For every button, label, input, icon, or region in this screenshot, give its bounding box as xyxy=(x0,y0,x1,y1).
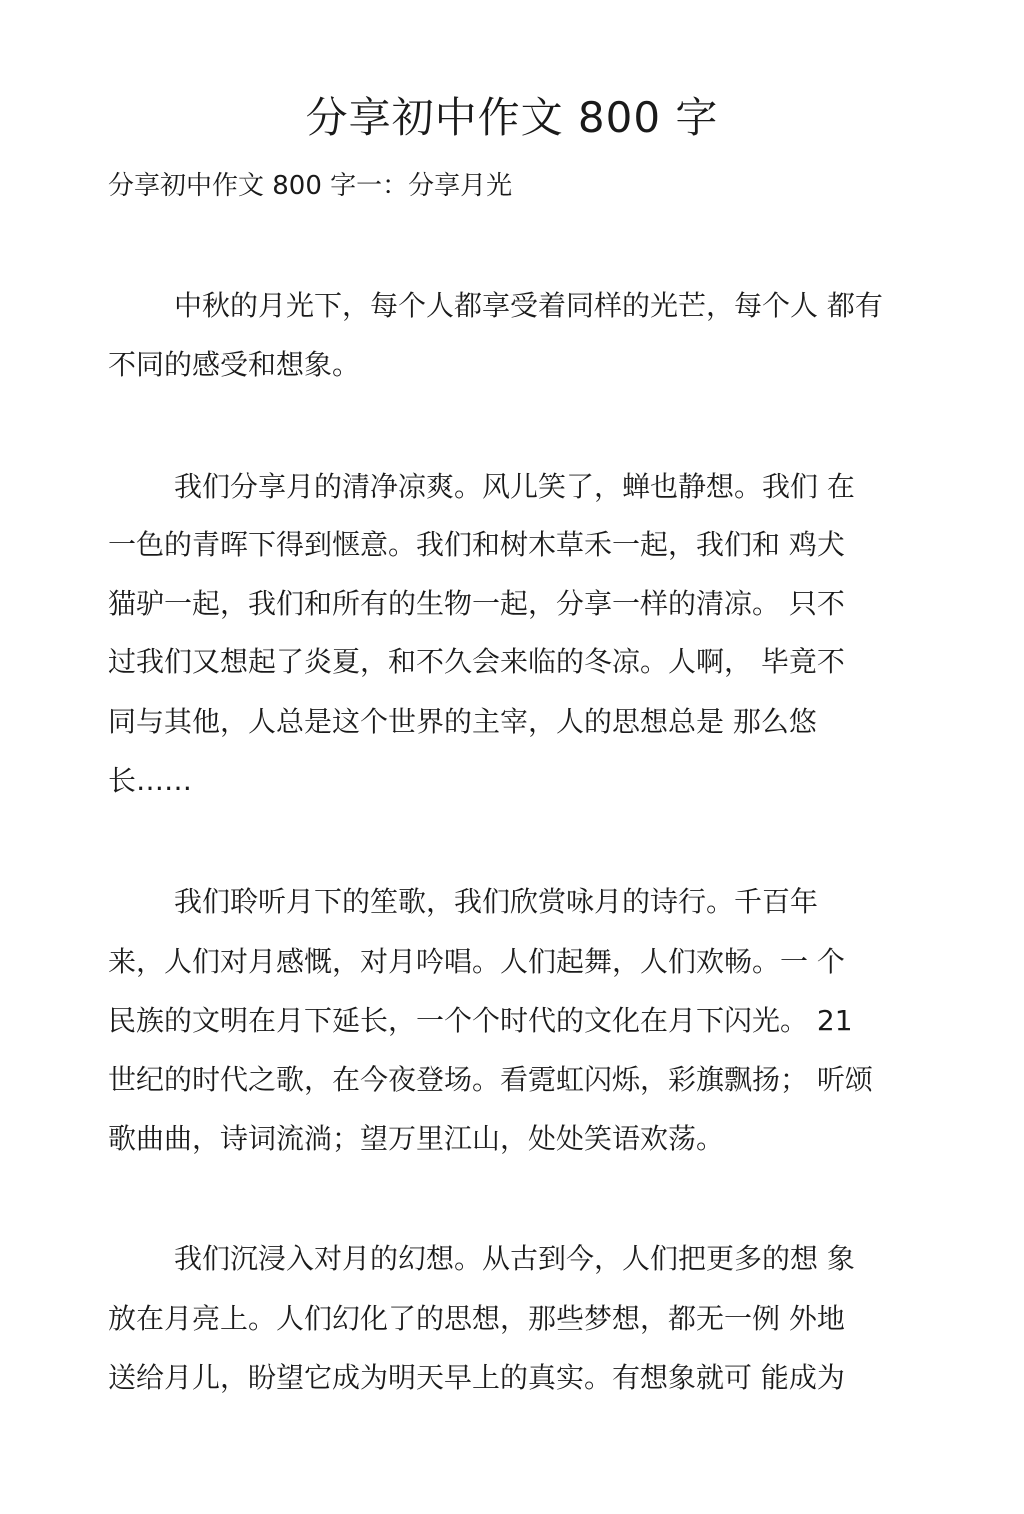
article-subtitle: 分享初中作文 800 字一：分享月光 xyxy=(108,171,513,201)
paragraph-1-line-1: 中秋的月光下，每个人都享受着同样的光芒，每个人 都有 xyxy=(174,289,883,322)
paragraph-4-line-3: 送给月儿，盼望它成为明天早上的真实。有想象就可 能成为 xyxy=(108,1361,845,1394)
paragraph-2-line-4: 过我们又想起了炎夏，和不久会来临的冬凉。人啊， 毕竟不 xyxy=(108,645,845,678)
paragraph-3-line-1: 我们聆听月下的笙歌，我们欣赏咏月的诗行。千百年 xyxy=(174,885,819,918)
page-title: 分享初中作文 800 字 xyxy=(305,93,719,142)
paragraph-3-line-3: 民族的文明在月下延长，一个个时代的文化在月下闪光。 21 xyxy=(108,1004,853,1037)
paragraph-2-line-5: 同与其他，人总是这个世界的主宰，人的思想总是 那么悠 xyxy=(108,705,817,738)
paragraph-3-line-5: 歌曲曲，诗词流淌；望万里江山，处处笑语欢荡。 xyxy=(108,1122,725,1155)
paragraph-2-line-6: 长…… xyxy=(108,764,193,797)
paragraph-2-line-2: 一色的青晖下得到惬意。我们和树木草禾一起，我们和 鸡犬 xyxy=(108,528,845,561)
paragraph-4-line-2: 放在月亮上。人们幻化了的思想，那些梦想，都无一例 外地 xyxy=(108,1302,845,1335)
paragraph-2-line-1: 我们分享月的清净凉爽。风儿笑了，蝉也静想。我们 在 xyxy=(174,470,855,503)
paragraph-3-line-2: 来，人们对月感慨，对月吟唱。人们起舞，人们欢畅。一 个 xyxy=(108,945,845,978)
paragraph-3-line-4: 世纪的时代之歌，在今夜登场。看霓虹闪烁，彩旗飘扬； 听颂 xyxy=(108,1063,873,1096)
paragraph-2-line-3: 猫驴一起，我们和所有的生物一起，分享一样的清凉。 只不 xyxy=(108,587,845,620)
paragraph-4-line-1: 我们沉浸入对月的幻想。从古到今，人们把更多的想 象 xyxy=(174,1242,855,1275)
paragraph-1-line-2: 不同的感受和想象。 xyxy=(108,348,361,381)
